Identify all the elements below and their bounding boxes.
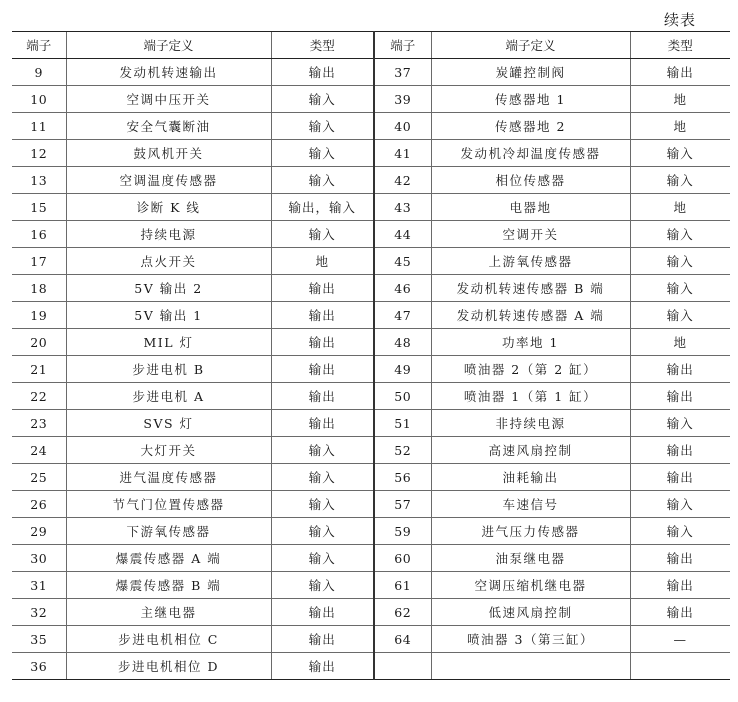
left-terminal-cell: 18 [12,275,66,302]
left-definition-cell: 主继电器 [66,599,271,626]
right-type-cell: 输出 [630,59,730,86]
left-type-cell: 输出 [271,626,374,653]
right-terminal-cell: 57 [374,491,431,518]
right-type-cell: 输出 [630,464,730,491]
left-terminal-cell: 24 [12,437,66,464]
left-terminal-cell: 26 [12,491,66,518]
right-type-cell: 输出 [630,383,730,410]
left-definition-cell: 爆震传感器 B 端 [66,572,271,599]
left-definition-cell: 步进电机相位 D [66,653,271,680]
right-definition-cell: 相位传感器 [431,167,630,194]
left-terminal-cell: 17 [12,248,66,275]
left-type-cell: 输出 [271,59,374,86]
left-terminal-cell: 23 [12,410,66,437]
table-row [12,383,730,410]
right-terminal-cell: 39 [374,86,431,113]
right-terminal-cell: 45 [374,248,431,275]
right-definition-cell: 上游氧传感器 [431,248,630,275]
left-type-cell: 输入 [271,113,374,140]
left-type-cell: 输出 [271,329,374,356]
right-terminal-cell: 46 [374,275,431,302]
left-definition-cell: SVS 灯 [66,410,271,437]
left-definition-cell: 步进电机 B [66,356,271,383]
right-terminal-cell: 40 [374,113,431,140]
table-row [12,545,730,572]
left-type-cell: 输出 [271,356,374,383]
right-terminal-cell: 51 [374,410,431,437]
right-type-cell: 输出 [630,572,730,599]
right-definition-cell: 发动机转速传感器 A 端 [431,302,630,329]
right-definition-cell: 空调压缩机继电器 [431,572,630,599]
right-terminal-cell: 43 [374,194,431,221]
left-terminal-cell: 19 [12,302,66,329]
left-type-cell: 输出 [271,383,374,410]
left-terminal-cell: 32 [12,599,66,626]
table-row [12,464,730,491]
right-terminal-cell: 56 [374,464,431,491]
table-row [12,599,730,626]
right-type-cell: 输出 [630,356,730,383]
left-definition-cell: 进气温度传感器 [66,464,271,491]
table-row [12,140,730,167]
right-type-cell: — [630,626,730,653]
right-type-cell: 输入 [630,140,730,167]
left-terminal-cell: 31 [12,572,66,599]
right-type-cell: 输入 [630,410,730,437]
right-terminal-cell: 59 [374,518,431,545]
left-terminal-cell: 12 [12,140,66,167]
right-definition-cell: 发动机转速传感器 B 端 [431,275,630,302]
table-header-row [12,32,730,59]
right-terminal-cell: 49 [374,356,431,383]
right-terminal-cell [374,653,431,680]
right-definition-cell: 进气压力传感器 [431,518,630,545]
left-terminal-cell: 13 [12,167,66,194]
right-terminal-cell: 44 [374,221,431,248]
right-type-cell [630,653,730,680]
right-type-cell: 输入 [630,275,730,302]
left-terminal-cell: 10 [12,86,66,113]
right-definition-cell: 非持续电源 [431,410,630,437]
right-terminal-cell: 62 [374,599,431,626]
right-definition-cell: 传感器地 2 [431,113,630,140]
right-definition-cell: 发动机冷却温度传感器 [431,140,630,167]
right-definition-cell: 功率地 1 [431,329,630,356]
right-terminal-cell: 41 [374,140,431,167]
header-right-terminal: 端子 [374,32,431,59]
table-row [12,653,730,680]
table-row [12,302,730,329]
table-row [12,86,730,113]
header-left-definition: 端子定义 [66,32,271,59]
left-definition-cell: 点火开关 [66,248,271,275]
right-type-cell: 输出 [630,545,730,572]
table-row [12,437,730,464]
left-terminal-cell: 35 [12,626,66,653]
right-terminal-cell: 37 [374,59,431,86]
left-definition-cell: 5V 输出 1 [66,302,271,329]
left-definition-cell: 大灯开关 [66,437,271,464]
left-definition-cell: 步进电机相位 C [66,626,271,653]
terminal-table [12,31,730,680]
left-type-cell: 输入 [271,572,374,599]
right-type-cell: 地 [630,194,730,221]
right-type-cell: 输出 [630,599,730,626]
left-type-cell: 输出 [271,275,374,302]
left-definition-cell: 步进电机 A [66,383,271,410]
left-terminal-cell: 22 [12,383,66,410]
left-type-cell: 输出 [271,653,374,680]
header-left-type: 类型 [271,32,374,59]
left-terminal-cell: 15 [12,194,66,221]
left-type-cell: 输出，输入 [271,194,374,221]
right-definition-cell [431,653,630,680]
left-definition-cell: 5V 输出 2 [66,275,271,302]
left-type-cell: 地 [271,248,374,275]
right-definition-cell: 传感器地 1 [431,86,630,113]
right-definition-cell: 高速风扇控制 [431,437,630,464]
right-definition-cell: 空调开关 [431,221,630,248]
header-right-definition: 端子定义 [431,32,630,59]
right-type-cell: 输出 [630,437,730,464]
table-row [12,491,730,518]
right-definition-cell: 喷油器 2（第 2 缸） [431,356,630,383]
right-type-cell: 地 [630,113,730,140]
table-row [12,329,730,356]
table-row [12,248,730,275]
right-definition-cell: 喷油器 3（第三缸） [431,626,630,653]
right-type-cell: 地 [630,86,730,113]
table-row [12,275,730,302]
left-definition-cell: 空调中压开关 [66,86,271,113]
left-definition-cell: MIL 灯 [66,329,271,356]
table-row [12,113,730,140]
left-definition-cell: 鼓风机开关 [66,140,271,167]
left-terminal-cell: 36 [12,653,66,680]
left-definition-cell: 安全气囊断油 [66,113,271,140]
right-type-cell: 输入 [630,491,730,518]
left-type-cell: 输入 [271,140,374,167]
left-type-cell: 输入 [271,518,374,545]
table-row [12,194,730,221]
right-type-cell: 输入 [630,248,730,275]
left-terminal-cell: 29 [12,518,66,545]
right-definition-cell: 炭罐控制阀 [431,59,630,86]
table-row [12,626,730,653]
right-terminal-cell: 60 [374,545,431,572]
right-definition-cell: 电器地 [431,194,630,221]
right-type-cell: 输入 [630,302,730,329]
right-terminal-cell: 42 [374,167,431,194]
table-caption: 续表 [663,11,696,29]
right-type-cell: 输入 [630,518,730,545]
right-terminal-cell: 50 [374,383,431,410]
table-row [12,410,730,437]
left-terminal-cell: 30 [12,545,66,572]
table-row [12,59,730,86]
right-definition-cell: 车速信号 [431,491,630,518]
right-type-cell: 地 [630,329,730,356]
right-definition-cell: 喷油器 1（第 1 缸） [431,383,630,410]
left-definition-cell: 节气门位置传感器 [66,491,271,518]
left-terminal-cell: 9 [12,59,66,86]
left-definition-cell: 持续电源 [66,221,271,248]
table-row [12,167,730,194]
right-definition-cell: 油泵继电器 [431,545,630,572]
left-type-cell: 输入 [271,491,374,518]
header-right-type: 类型 [630,32,730,59]
left-type-cell: 输入 [271,545,374,572]
left-type-cell: 输出 [271,410,374,437]
left-type-cell: 输入 [271,167,374,194]
left-definition-cell: 空调温度传感器 [66,167,271,194]
left-definition-cell: 爆震传感器 A 端 [66,545,271,572]
right-terminal-cell: 48 [374,329,431,356]
right-terminal-cell: 64 [374,626,431,653]
left-terminal-cell: 25 [12,464,66,491]
left-definition-cell: 发动机转速输出 [66,59,271,86]
right-terminal-cell: 47 [374,302,431,329]
table-row [12,572,730,599]
left-terminal-cell: 11 [12,113,66,140]
right-type-cell: 输入 [630,221,730,248]
right-definition-cell: 低速风扇控制 [431,599,630,626]
right-terminal-cell: 61 [374,572,431,599]
left-definition-cell: 诊断 K 线 [66,194,271,221]
right-definition-cell: 油耗输出 [431,464,630,491]
right-type-cell: 输入 [630,167,730,194]
left-type-cell: 输入 [271,221,374,248]
left-type-cell: 输入 [271,464,374,491]
left-terminal-cell: 16 [12,221,66,248]
right-terminal-cell: 52 [374,437,431,464]
left-type-cell: 输出 [271,599,374,626]
table-row [12,356,730,383]
header-left-terminal: 端子 [12,32,66,59]
left-type-cell: 输出 [271,302,374,329]
table-row [12,518,730,545]
table-row [12,221,730,248]
left-type-cell: 输入 [271,86,374,113]
left-terminal-cell: 21 [12,356,66,383]
left-definition-cell: 下游氧传感器 [66,518,271,545]
left-terminal-cell: 20 [12,329,66,356]
left-type-cell: 输入 [271,437,374,464]
